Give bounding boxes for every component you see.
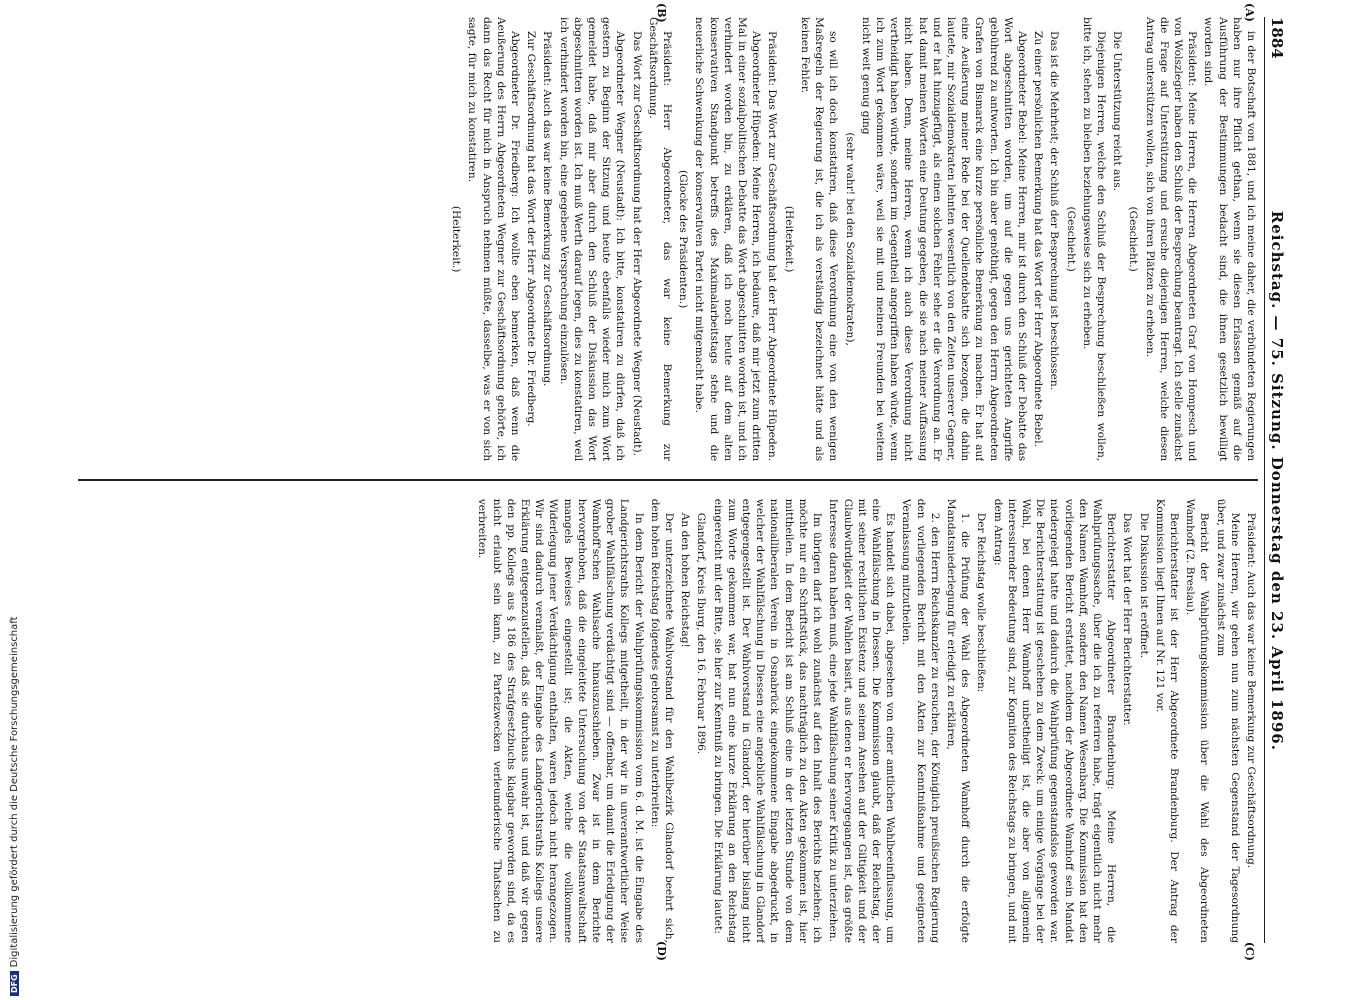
paragraph: (Glocke des Präsidenten.) [677, 169, 690, 309]
margin-mark-c: (C) [1243, 941, 1256, 961]
paragraph: Die Diskussion ist eröffnet. [1137, 512, 1150, 659]
margin-mark-a: (A) [1243, 3, 1256, 22]
right-column [78, 499, 1258, 943]
paragraph: (Heiterkeit.) [450, 205, 463, 273]
paragraph: Abgeordneter Dr. Friedberg: Ich wollte eben bemerken, daß wenn die Aeußerung des Herrn Abgeordneten Wegner zur Geschäftsordnung gehörte, ich dann das Recht für mich in Anspruch nehmen müßte, dasselbe, was er von sich sagte, für mich zu konstatiren. [466, 17, 522, 462]
paragraph: Diejenigen Herren, welche den Schluß der Besprechung beschließen wollen, bitte ich, stehen zu bleiben beziehungsweise sich zu erheben. [1080, 17, 1107, 462]
paragraph: Der Reichstag wolle beschließen: [975, 512, 988, 693]
paragraph: Die Unterstützung reicht aus. [1111, 31, 1124, 192]
page-number: 1884 [1268, 17, 1286, 59]
paragraph: Das ist die Mehrheit; der Schluß der Besprechung ist beschlossen. [1048, 31, 1061, 391]
paragraph: (Geschieht.) [1064, 206, 1077, 272]
paragraph: Der unterzeichnete Wahlvorstand für den Wahlbezirk Glandorf beehrt sich, dem hohen Reichstag folgendes gehorsamst zu unterbreiten: [648, 498, 676, 943]
paragraph: Abgeordneter Wegner (Neustadt): Ich bitte, konstatiren zu dürfen, daß ich gestern zu Beginn der Sitzung und heute ebenfalls wieder mich zum Wort gemeldet habe, daß mir aber durch den Schluß der Diskussion das Wort abgeschnitten worden ist. Ich muß Werth darauf legen, dies zu konstatiren, weil ich verhindert worden bin, eine gegebene Versprechung einzulösen. [557, 17, 627, 462]
paragraph: Zur Geschäftsordnung hat das Wort der Herr Abgeordnete Dr. Friedberg. [525, 31, 538, 427]
paragraph: Berichterstatter Abgeordneter Brandenburg: Meine Herren, die Wahlprüfungssache, über die ich zu referiren habe, trägt eigentlich nicht mehr den Namen Wamhoff, sondern den Namen Wesenbarg. Die Kommission hat den vorliegenden Bericht erstattet, nachdem der Abgeordnete Wamhoff sein Mandat niedergelegt hatte und dadurch die Wahlprüfung gegenstandslos geworden war. Die Berichterstattung ist geschehen zu dem Zweck: um einige Vorgänge bei der Wahl, bei denen Herr Wamhoff unbetheiligt ist, die aber von allgemein interessirender Bedeutung sind, zur Kognition des Reichstags zu bringen, und mit dem Antrag: [991, 498, 1118, 943]
paragraph: so will ich doch konstatiren, daß diese Verordnung eine von den wenigen Maßregeln der Regierung ist, die ich als verständig bezeichnet hätte und als keinen Fehler. [798, 17, 840, 462]
paragraph: in der Botschaft von 1881, und ich meine daher, die verbündeten Regierungen haben nur ihre Pflicht gethan, wenn sie diesen Erlassen gemäß auf die Ausführung der Bestimmungen bedacht sind, die ihnen gesetzlich bewilligt worden sind. [1202, 17, 1257, 462]
paragraph: Zu einer persönlichen Bemerkung hat das Wort der Herr Abgeordnete Bebel. [1032, 31, 1045, 448]
paragraph: Präsident: Auch das war keine Bemerkung zur Geschäftsordnung. [541, 31, 554, 387]
paragraph: 1. die Prüfung der Wahl des Abgeordneten Wamhoff durch die erfolgte Mandatsniederlegung für erledigt zu erklären, [944, 498, 972, 943]
left-column [78, 17, 1258, 461]
column-divider [78, 479, 1258, 481]
paragraph: Es handelt sich dabei, abgesehen von einer amtlichen Wahlbeeinflussung, um eine Wahlfälschung in Diessen. Die Kommission glaubt, daß der Reichstag, der mit seiner rechtlichen Existenz und seinem Ansehen auf der Giltigkeit und der Glaubwürdigkeit der Wahlen basirt, aus denen er hervorgegangen ist, das größte Interesse daran haben muß, eine jede Wahlfälschung seiner Kritik zu unterziehen. [827, 498, 897, 943]
text-columns [78, 3, 1258, 961]
paragraph: 2. den Herrn Reichskanzler zu ersuchen, der Königlich preußischen Regierung den vorliegenden Bericht mit den Akten zur Kenntnißnahme und geeigneten Veranlassung mitzutheilen. [900, 498, 941, 943]
dfg-logo: DFG [10, 971, 19, 996]
paragraph: Präsident: Meine Herren, die Herren Abgeordneten Graf von Hompesch und von Wolszlegier haben den Schluß der Besprechung beantragt. Ich stelle zunächst die Frage auf Unterstützung und ersuche diejenigen Herren, welche diesen Antrag unterstützen wollen, sich von ihren Plätzen zu erheben. [1143, 17, 1199, 462]
paragraph: Meine Herren, wir gehen nun zum nächsten Gegenstand der Tagesordnung über, und zwar zunächst zum [1214, 498, 1241, 943]
paragraph: In dem Bericht der Wahlprüfungskommission vom 6. d. M. ist die Eingabe des Landgerichtsraths Kollegs mitgetheilt, in der wir in unverantwortlicher Weise grober Wahlfälschung verdächtigt sind — offenbar, um damit die Erledigung der Wamhoff'schen Wahlsache hinauszuschieben. Zwar ist in dem Berichte hervorgehoben, daß die eingeleitete Untersuchung von der Staatsanwaltschaft mangels Beweises eingestellt ist; die Akten, welche die vollkommene Widerlegung jener Verdächtigung enthalten, waren jedoch nicht herangezogen. Wir sind dadurch veranlaßt, der Eingabe des Landgerichtsraths Kollegs unsere Erklärung entgegenzustellen, daß sie durchaus unwahr ist, und daß wir gegen den pp. Kollegs aus § 186 des Strafgesetzbuchs klagbar geworden sind, da es nicht erlaubt sein kann, zu Parteizwecken verleumderische Thatsachen zu verbreiten. [476, 498, 645, 943]
paragraph: Berichterstatter ist der Herr Abgeordnete Brandenburg. Der Antrag der Kommission liegt Ihnen auf Nr. 121 vor. [1153, 498, 1180, 943]
paragraph: Bericht der Wahlprüfungskommission über die Wahl des Abgeordneten Wamhoff (2. Breslau). [1184, 498, 1211, 943]
paragraph: Abgeordneter Bebel: Meine Herren, mir ist durch den Schluß der Debatte das Wort abgeschnitten worden, um auf die gegen uns gerichteten Angriffe gebührend zu antworten. Ich bin aber genöthigt, gegen den Herrn Abgeordneten Grafen von Bismarck eine kurze persönliche Bemerkung zu machen. Er hat auf eine Aeußerung meiner Rede bei der Quellendebatte sich bezogen, die dahin lautete, mir Sozialdemokraten lehnten wesentlich von den Zeiten unserer Gegner, und er hat hinzugefügt, als einen solchen Fehler sehe er die Verordnung an. Er hat damit meinen Worten eine Deutung gegeben, die sie nach meiner Auffassung nicht haben. Denn, meine Herren, wenn ich auch diese Verordnung nicht vertheidigt haben würde, sondern im Gegentheil angegriffen haben würde, wenn ich zum Wort gekommen wäre, weil sie mit und meinen Freunden bei weitem nicht weit genug ging [859, 17, 1028, 462]
page-title: Reichstag. — 75. Sitzung. Donnerstag den 23. April 1896. [1268, 210, 1286, 751]
page-header [1264, 17, 1286, 943]
paragraph: Präsident: Das Wort zur Geschäftsordnung hat der Herr Abgeordnete Hüpeden. [766, 31, 779, 462]
paragraph: (Geschieht.) [1127, 206, 1140, 272]
paragraph: Abgeordneter Hüpeden: Meine Herren, ich bedaure, daß mir jetzt zum dritten Mal in einer sozialpolitischen Debatte das Wort abgeschnitten worden ist, und ich verhindert worden bin, zu erklären, daß ich noch heute auf dem alten konservativen Standpunkt betreffs des Maximalarbeitstags stehe und die neuerliche Schwenkung der konservativen Partei nicht mitgemacht habe. [693, 17, 763, 462]
paragraph: Präsident: Herr Abgeordneter, das war keine Bemerkung zur Geschäftsordnung. [646, 17, 674, 462]
paragraph: Glandorf, Kreis Iburg, den 16. Februar 1896. [695, 512, 708, 755]
margin-mark-d: (D) [655, 941, 668, 961]
stamp-text: Digitalisierung gefördert durch die Deutsche Forschungsgemeinschaft [9, 616, 20, 968]
paragraph: Präsident: Auch das war keine Bemerkung zur Geschäftsordnung. [1245, 512, 1257, 869]
paragraph: (sehr wahr! bei den Sozialdemokraten), [843, 132, 856, 346]
paragraph: Das Wort zur Geschäftsordnung hat der Herr Abgeordnete Wegner (Neustadt). [630, 31, 643, 456]
document-page [0, 3, 1290, 961]
paragraph: An den hohen Reichstag! [679, 512, 692, 648]
paragraph: (Heiterkeit.) [782, 205, 795, 273]
margin-mark-b: (B) [655, 3, 668, 23]
paragraph: Das Wort hat der Herr Berichterstatter. [1121, 512, 1134, 726]
paragraph: Im übrigen darf ich wohl zunächst auf den Inhalt des Berichts beziehen; ich möchte nur ein Schriftstück, das nachträglich zu den Akten gekommen ist, hier mittheilen. In dem Bericht ist am Schluß eine in der letzten Stunde von dem nationalliberalen Verein in Osnabrück eingekommene Eingabe abgedruckt, in welcher der Wahlfälschung in Diessen eine angebliche Wahlfälschung in Glandorf entgegengestellt ist. Der Wahlvorstand in Glandorf, der hierüber bislang nicht zum Worte gekommen war, hat nun eine kurze Erklärung an den Reichstag eingereicht mit der Bitte, sie hier zur Kenntniß zu bringen. Die Erklärung lautet: [711, 498, 824, 943]
